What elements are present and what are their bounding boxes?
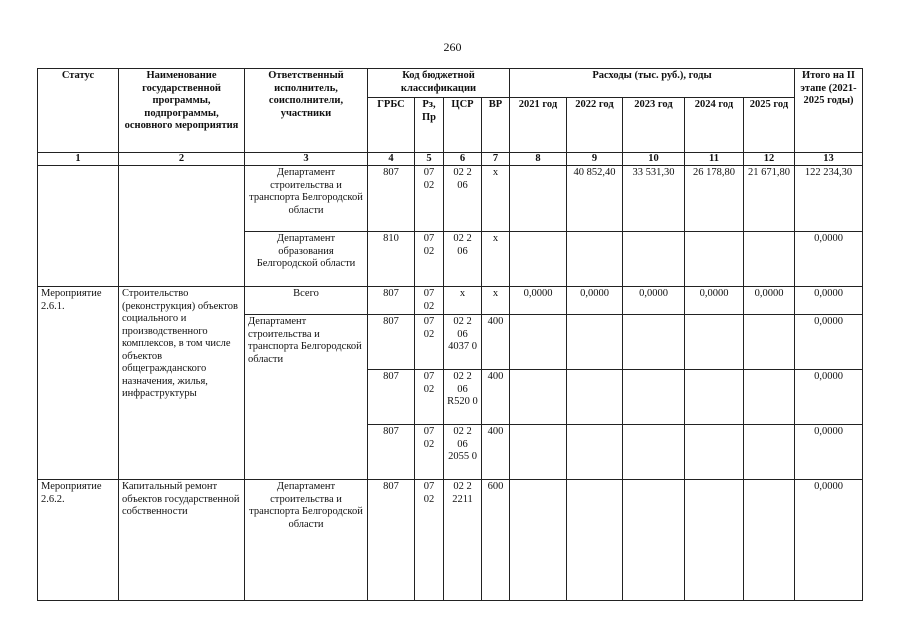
- y2025-cell: [744, 370, 795, 425]
- header-budget-code: Код бюджетной классификации: [368, 69, 510, 98]
- col-number: 1: [38, 153, 119, 166]
- header-status: Статус: [38, 69, 119, 153]
- name-cell: Капитальный ремонт объектов государственной собственности: [119, 480, 245, 601]
- y2025-cell: [744, 480, 795, 601]
- y2021-cell: [510, 166, 567, 232]
- y2022-cell: 0,0000: [567, 287, 623, 315]
- y2023-cell: [623, 480, 685, 601]
- total-cell: 0,0000: [795, 480, 863, 601]
- csr-cell: 02 2 06: [444, 232, 482, 287]
- col-number: 9: [567, 153, 623, 166]
- responsible-cell: Департамент строительства и транспорта Белгородской области: [245, 166, 368, 232]
- y2023-cell: [623, 232, 685, 287]
- col-number: 2: [119, 153, 245, 166]
- header-total: Итого на II этапе (2021-2025 годы): [795, 69, 863, 153]
- grbs-cell: 807: [368, 166, 415, 232]
- header-2021: 2021 год: [510, 98, 567, 153]
- y2025-cell: [744, 232, 795, 287]
- csr-cell: 02 2 06 4037 0: [444, 315, 482, 370]
- y2022-cell: [567, 480, 623, 601]
- total-cell: 0,0000: [795, 232, 863, 287]
- y2024-cell: 26 178,80: [685, 166, 744, 232]
- responsible-cell: Департамент строительства и транспорта Белгородской области: [245, 480, 368, 601]
- y2025-cell: 21 671,80: [744, 166, 795, 232]
- vr-cell: 400: [482, 315, 510, 370]
- y2025-cell: [744, 315, 795, 370]
- rzpr-cell: 07 02: [415, 480, 444, 601]
- rzpr-cell: 07 02: [415, 425, 444, 480]
- col-number: 6: [444, 153, 482, 166]
- col-number: 3: [245, 153, 368, 166]
- vr-cell: х: [482, 166, 510, 232]
- table-row: [38, 166, 863, 232]
- col-number: 11: [685, 153, 744, 166]
- grbs-cell: 807: [368, 370, 415, 425]
- csr-cell: 02 2 06 R520 0: [444, 370, 482, 425]
- col-number: 12: [744, 153, 795, 166]
- status-cell: Мероприятие 2.6.1.: [38, 287, 119, 480]
- table-row: [38, 480, 863, 601]
- responsible-cell: Департамент образования Белгородской области: [245, 232, 368, 287]
- rzpr-cell: 07 02: [415, 315, 444, 370]
- status-cell: Мероприятие 2.6.2.: [38, 480, 119, 601]
- col-number: 5: [415, 153, 444, 166]
- rzpr-cell: 07 02: [415, 232, 444, 287]
- rzpr-cell: 07 02: [415, 287, 444, 315]
- csr-cell: 02 2 06 2055 0: [444, 425, 482, 480]
- y2021-cell: [510, 480, 567, 601]
- y2024-cell: [685, 425, 744, 480]
- total-cell: 0,0000: [795, 425, 863, 480]
- y2021-cell: [510, 232, 567, 287]
- y2022-cell: 40 852,40: [567, 166, 623, 232]
- csr-cell: 02 2 2211: [444, 480, 482, 601]
- grbs-cell: 807: [368, 315, 415, 370]
- col-number: 7: [482, 153, 510, 166]
- vr-cell: х: [482, 287, 510, 315]
- grbs-cell: 810: [368, 232, 415, 287]
- y2023-cell: 0,0000: [623, 287, 685, 315]
- vr-cell: х: [482, 232, 510, 287]
- y2023-cell: [623, 425, 685, 480]
- status-cell-empty: [38, 166, 119, 287]
- vr-cell: 600: [482, 480, 510, 601]
- grbs-cell: 807: [368, 287, 415, 315]
- y2023-cell: 33 531,30: [623, 166, 685, 232]
- vr-cell: 400: [482, 370, 510, 425]
- y2023-cell: [623, 370, 685, 425]
- header-2022: 2022 год: [567, 98, 623, 153]
- y2022-cell: [567, 232, 623, 287]
- y2025-cell: [744, 425, 795, 480]
- total-cell: 0,0000: [795, 315, 863, 370]
- column-number-row: [38, 153, 863, 166]
- col-number: 10: [623, 153, 685, 166]
- budget-table: [37, 68, 863, 601]
- responsible-cell: Всего: [245, 287, 368, 315]
- y2024-cell: [685, 480, 744, 601]
- y2025-cell: 0,0000: [744, 287, 795, 315]
- table-row: [38, 287, 863, 315]
- y2023-cell: [623, 315, 685, 370]
- total-cell: 0,0000: [795, 370, 863, 425]
- header-name: Наименование государственной программы, подпрограммы, основного мероприятия: [119, 69, 245, 153]
- name-cell-empty: [119, 166, 245, 287]
- header-2024: 2024 год: [685, 98, 744, 153]
- total-cell: 0,0000: [795, 287, 863, 315]
- vr-cell: 400: [482, 425, 510, 480]
- header-csr: ЦСР: [444, 98, 482, 153]
- y2021-cell: [510, 370, 567, 425]
- grbs-cell: 807: [368, 425, 415, 480]
- y2024-cell: [685, 315, 744, 370]
- header-expenses: Расходы (тыс. руб.), годы: [510, 69, 795, 98]
- grbs-cell: 807: [368, 480, 415, 601]
- y2024-cell: 0,0000: [685, 287, 744, 315]
- y2022-cell: [567, 370, 623, 425]
- csr-cell: х: [444, 287, 482, 315]
- y2024-cell: [685, 370, 744, 425]
- y2021-cell: [510, 425, 567, 480]
- name-cell: Строительство (реконструкция) объектов социального и производственного комплексов, в том числе объектов общегражданского назначения, жилья, инфраструктуры: [119, 287, 245, 480]
- header-vr: ВР: [482, 98, 510, 153]
- header-responsible: Ответственный исполнитель, соисполнители, участники: [245, 69, 368, 153]
- col-number: 8: [510, 153, 567, 166]
- responsible-cell: Департамент строительства и транспорта Белгородской области: [245, 315, 368, 480]
- header-rzpr: Рз, Пр: [415, 98, 444, 153]
- y2024-cell: [685, 232, 744, 287]
- csr-cell: 02 2 06: [444, 166, 482, 232]
- col-number: 13: [795, 153, 863, 166]
- total-cell: 122 234,30: [795, 166, 863, 232]
- header-2025: 2025 год: [744, 98, 795, 153]
- rzpr-cell: 07 02: [415, 370, 444, 425]
- y2021-cell: [510, 315, 567, 370]
- header-2023: 2023 год: [623, 98, 685, 153]
- rzpr-cell: 07 02: [415, 166, 444, 232]
- header-grbs: ГРБС: [368, 98, 415, 153]
- y2022-cell: [567, 425, 623, 480]
- col-number: 4: [368, 153, 415, 166]
- page-number: 260: [443, 40, 462, 54]
- y2022-cell: [567, 315, 623, 370]
- y2021-cell: 0,0000: [510, 287, 567, 315]
